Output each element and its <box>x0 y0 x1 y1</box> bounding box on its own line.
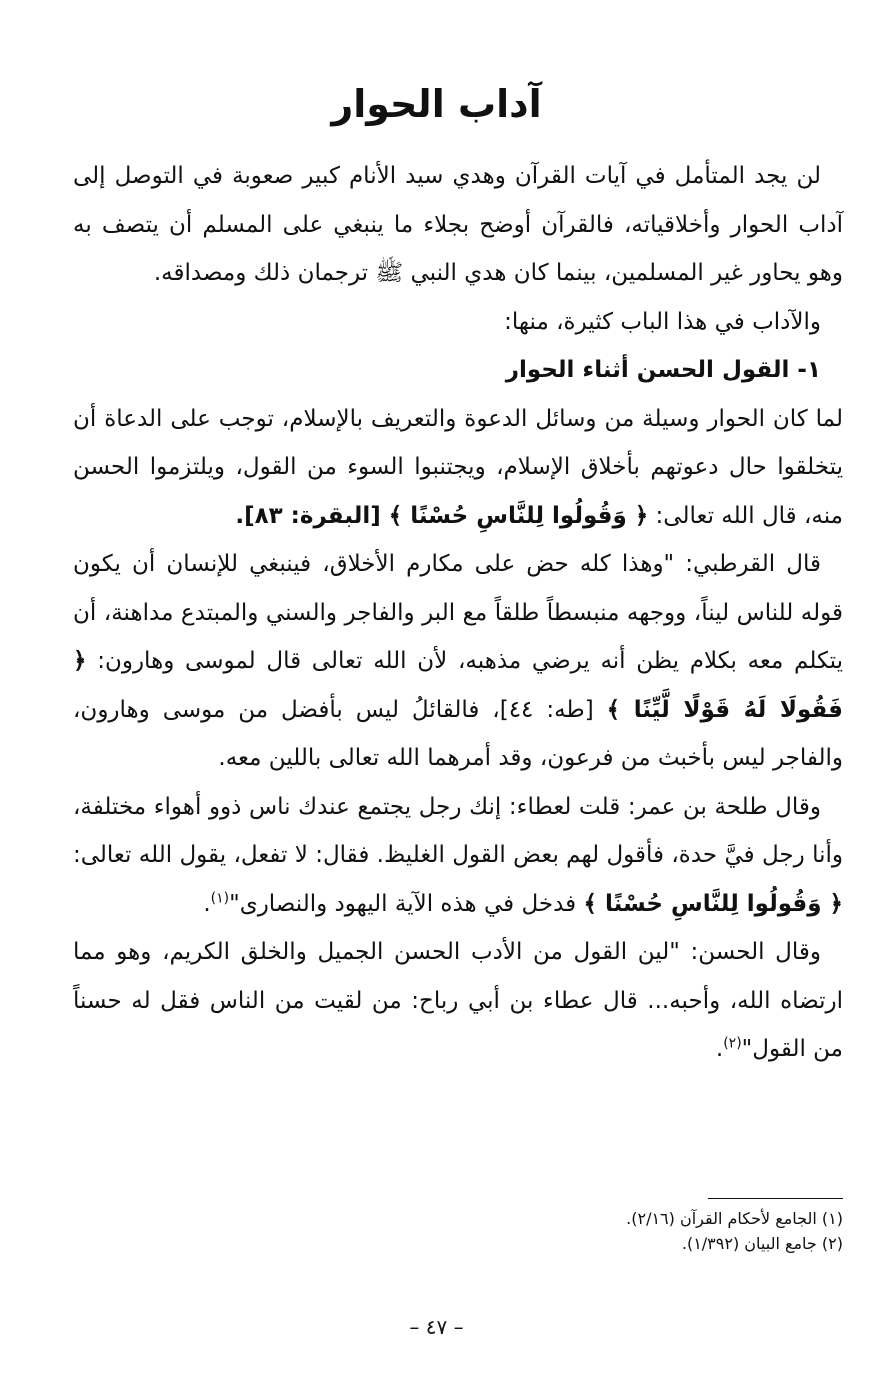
verse-reference: [البقرة: ٨٣]. <box>235 502 389 529</box>
footnote-divider <box>708 1198 843 1199</box>
paragraph-qurtubi-continuation: [طه: ٤٤]، فالقائلُ ليس بأفضل من موسى وهارون، والفاجر ليس بأخبث من فرعون، وقد أمرهما الله تعالى باللين معه. <box>73 696 843 771</box>
paragraph-hasan <box>73 928 843 1074</box>
footnotes <box>73 1206 843 1256</box>
footnote-item: (١) الجامع لأحكام القرآن (٢/١٦). <box>626 1209 843 1228</box>
quran-verse: ﴿ فَقُولَا لَهُ قَوْلًا لَّيِّنًا ﴾ <box>73 648 843 723</box>
footnote-marker: (٢) <box>723 1035 742 1052</box>
paragraph-talha-continuation: فدخل في هذه الآية اليهود والنصارى" <box>229 890 584 917</box>
footnote-marker: (١) <box>210 889 230 906</box>
sentence-end: . <box>203 890 211 917</box>
paragraph-dawah <box>73 395 843 541</box>
paragraph-intro: لن يجد المتأمل في آيات القرآن وهدي سيد الأنام كبير صعوبة في التوصل إلى آداب الحوار وأخلاقياته، فالقرآن أوضح بجلاء ما ينبغي على المسلم أن يتصف به وهو يحاور غير المسلمين، بينما كان هدي النبي ﷺ ترجمان ذلك ومصداقه. <box>73 163 843 286</box>
footnote-item: (٢) جامع البيان (١/٣٩٢). <box>681 1234 843 1253</box>
paragraph-hasan-text: وقال الحسن: "لين القول من الأدب الحسن الجميل والخلق الكريم، وهو مما ارتضاه الله، وأحبه... قال عطاء بن أبي رباح: من لقيت من الناس فقل له حسناً من القول" <box>73 939 843 1062</box>
paragraph-qurtubi <box>73 540 843 783</box>
page-title: آداب الحوار <box>331 82 542 126</box>
paragraph-talha-text: وقال طلحة بن عمر: قلت لعطاء: إنك رجل يجتمع عندك ناس ذوو أهواء مختلفة، وأنا رجل فيَّ حدة، فأقول لهم بعض القول الغليظ. فقال: لا تفعل، يقول الله تعالى: <box>73 793 843 868</box>
paragraph-list-intro: والآداب في هذا الباب كثيرة، منها: <box>504 308 821 335</box>
paragraph-qurtubi-text: قال القرطبي: "وهذا كله حض على مكارم الأخلاق، فينبغي للإنسان أن يكون قوله للناس ليناً، ووجهه منبسطاً طلقاً مع البر والفاجر والسني والمبتدع مداهنة، أن يتكلم معه بكلام يظن أنه يرضي مذهبه، لأن الله تعالى قال لموسى وهارون: <box>73 551 843 674</box>
sentence-end: . <box>715 1036 724 1062</box>
quran-verse: ﴿ وَقُولُوا لِلنَّاسِ حُسْنًا ﴾ <box>583 890 843 917</box>
main-text <box>73 152 843 1074</box>
paragraph-dawah-text: لما كان الحوار وسيلة من وسائل الدعوة والتعريف بالإسلام، توجب على الدعاة أن يتخلقوا حال دعوتهم بأخلاق الإسلام، ويجتنبوا السوء من القول، ويلتزموا الحسن منه، قال الله تعالى: <box>73 405 843 529</box>
section-heading: ١- القول الحسن أثناء الحوار <box>505 357 821 383</box>
quran-verse: ﴿ وَقُولُوا لِلنَّاسِ حُسْنًا ﴾ <box>388 502 649 529</box>
page-number: – ٤٧ – <box>409 1315 464 1339</box>
paragraph-talha <box>73 783 843 929</box>
